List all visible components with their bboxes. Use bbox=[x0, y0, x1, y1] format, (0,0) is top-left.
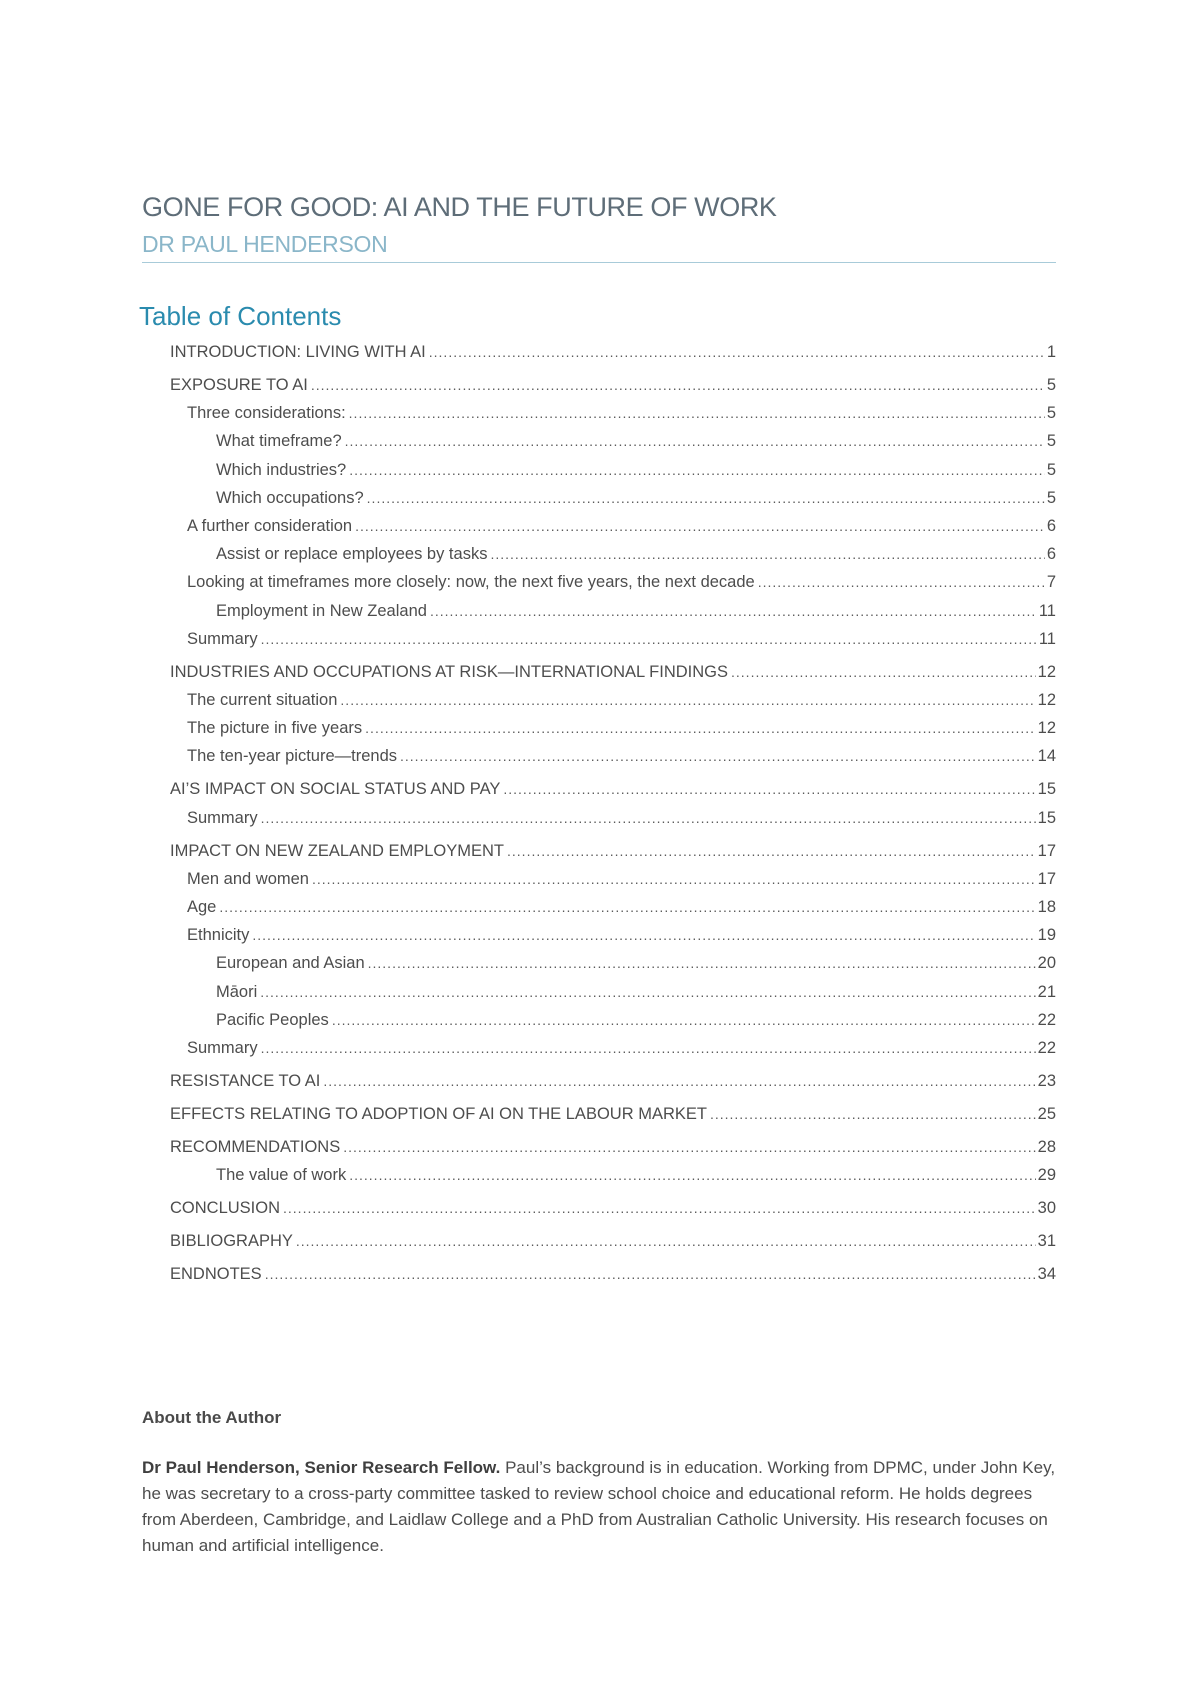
toc-leader-dots bbox=[429, 344, 1045, 360]
toc-leader-dots bbox=[311, 377, 1045, 393]
toc-leader-dots bbox=[265, 1266, 1036, 1282]
toc-entry-label: Which occupations? bbox=[216, 488, 364, 507]
toc-leader-dots bbox=[490, 546, 1044, 562]
toc-entry-page: 18 bbox=[1037, 898, 1056, 916]
toc-entry[interactable] bbox=[170, 1072, 1056, 1094]
toc-entry[interactable] bbox=[170, 1199, 1056, 1221]
toc-entry-label: AI’S IMPACT ON SOCIAL STATUS AND PAY bbox=[170, 780, 501, 799]
toc-entry-page: 14 bbox=[1037, 747, 1056, 766]
toc-entry[interactable] bbox=[170, 1232, 1056, 1254]
toc-entry[interactable] bbox=[170, 842, 1056, 864]
toc-entry-page: 17 bbox=[1037, 841, 1056, 860]
toc-entry-label: BIBLIOGRAPHY bbox=[170, 1232, 293, 1251]
toc-entry-page: 11 bbox=[1038, 629, 1056, 648]
toc-entry-label: Pacific Peoples bbox=[216, 1010, 329, 1029]
toc-entry-label: What timeframe? bbox=[216, 432, 342, 451]
toc-entry-label: Men and women bbox=[187, 869, 309, 888]
toc-entry-page: 11 bbox=[1038, 601, 1056, 620]
about-lead: Dr Paul Henderson, Senior Research Fellow. bbox=[142, 1458, 501, 1477]
toc-leader-dots bbox=[219, 899, 1035, 915]
toc-leader-dots bbox=[312, 871, 1036, 887]
toc-entry-label: INTRODUCTION: LIVING WITH AI bbox=[170, 343, 426, 361]
toc-entry[interactable] bbox=[216, 954, 1056, 976]
toc-leader-dots bbox=[758, 574, 1045, 590]
toc-entry-label: Summary bbox=[187, 808, 258, 827]
toc-leader-dots bbox=[343, 1139, 1035, 1155]
toc-entry-page: 7 bbox=[1046, 573, 1056, 592]
toc-entry-page: 29 bbox=[1037, 1166, 1056, 1185]
toc-entry[interactable] bbox=[170, 376, 1056, 398]
toc-leader-dots bbox=[430, 603, 1037, 619]
toc-leader-dots bbox=[368, 955, 1036, 971]
about-body: Paul’s background is in education. Working from DPMC, under John Key, he was secretary to a cross-party committee tasked to review school choice and educational reform. He holds degrees from Aberdeen, Cambridge, and Laidlaw College and a PhD from Australian Catholic University. His research focuses on human and artificial intelligence. bbox=[142, 1458, 1056, 1555]
toc-entry-label: INDUSTRIES AND OCCUPATIONS AT RISK—INTERNATIONAL FINDINGS bbox=[170, 662, 729, 681]
toc-leader-dots bbox=[355, 518, 1045, 534]
toc-entry-label: A further consideration bbox=[187, 517, 353, 535]
toc-entry[interactable] bbox=[170, 663, 1056, 685]
toc-leader-dots bbox=[349, 405, 1045, 421]
toc-entry-page: 6 bbox=[1046, 545, 1056, 564]
toc-leader-dots bbox=[252, 927, 1035, 943]
toc-leader-dots bbox=[365, 720, 1035, 736]
toc-entry-page: 22 bbox=[1037, 1010, 1056, 1029]
toc-leader-dots bbox=[332, 1012, 1036, 1028]
toc-entry-label: RESISTANCE TO AI bbox=[170, 1072, 321, 1090]
toc-entry-page: 34 bbox=[1037, 1265, 1056, 1284]
toc-entry-label: Assist or replace employees by tasks bbox=[216, 545, 488, 564]
toc-leader-dots bbox=[283, 1200, 1036, 1216]
toc-entry[interactable] bbox=[187, 719, 1056, 741]
toc-entry-label: The value of work bbox=[216, 1166, 347, 1185]
toc-leader-dots bbox=[261, 810, 1036, 826]
toc-entry-page: 31 bbox=[1037, 1232, 1056, 1251]
toc-entry-page: 15 bbox=[1037, 808, 1056, 827]
document-title: GONE FOR GOOD: AI AND THE FUTURE OF WORK bbox=[142, 192, 777, 222]
toc-entry-label: Ethnicity bbox=[187, 926, 250, 945]
toc-entry[interactable] bbox=[216, 602, 1056, 624]
toc-entry-page: 12 bbox=[1037, 719, 1056, 738]
toc-leader-dots bbox=[345, 433, 1045, 449]
toc-entry[interactable] bbox=[170, 1138, 1056, 1160]
toc-entry[interactable] bbox=[216, 489, 1056, 511]
toc-entry[interactable] bbox=[170, 780, 1056, 802]
toc-entry-page: 19 bbox=[1037, 926, 1056, 945]
about-heading: About the Author bbox=[142, 1408, 282, 1427]
toc-entry[interactable] bbox=[216, 545, 1056, 567]
toc-entry-page: 21 bbox=[1037, 982, 1056, 1001]
toc-entry-page: 22 bbox=[1037, 1039, 1056, 1057]
toc-leader-dots bbox=[261, 1040, 1036, 1056]
document-author: DR PAUL HENDERSON bbox=[142, 231, 388, 257]
toc-entry[interactable] bbox=[187, 898, 1056, 920]
toc-entry[interactable] bbox=[187, 1039, 1056, 1061]
toc-entry-page: 5 bbox=[1046, 460, 1056, 479]
toc-leader-dots bbox=[367, 490, 1045, 506]
about-paragraph bbox=[142, 1455, 1056, 1559]
toc-entry-label: Summary bbox=[187, 629, 258, 648]
toc-entry-label: Summary bbox=[187, 1039, 258, 1057]
toc-entry-label: The ten-year picture—trends bbox=[187, 747, 398, 766]
toc-entry[interactable] bbox=[170, 1105, 1056, 1127]
toc-entry-label: CONCLUSION bbox=[170, 1199, 281, 1218]
toc-leader-dots bbox=[296, 1233, 1036, 1249]
toc-entry-page: 12 bbox=[1037, 691, 1056, 709]
toc-entry-label: European and Asian bbox=[216, 954, 365, 973]
toc-entry-label: IMPACT ON NEW ZEALAND EMPLOYMENT bbox=[170, 841, 505, 860]
toc-entry-label: EFFECTS RELATING TO ADOPTION OF AI ON THE LABOUR MARKET bbox=[170, 1105, 707, 1123]
toc-entry[interactable] bbox=[216, 432, 1056, 454]
toc-leader-dots bbox=[340, 692, 1035, 708]
toc-entry[interactable] bbox=[187, 404, 1056, 426]
toc-entry[interactable] bbox=[187, 809, 1056, 831]
toc-entry[interactable] bbox=[187, 630, 1056, 652]
toc-entry-label: Three considerations: bbox=[187, 404, 346, 423]
toc-leader-dots bbox=[261, 631, 1037, 647]
toc-entry-page: 30 bbox=[1037, 1199, 1056, 1218]
toc-entry-label: The picture in five years bbox=[187, 719, 363, 738]
toc-entry[interactable] bbox=[170, 343, 1056, 365]
toc-entry-label: Age bbox=[187, 898, 217, 916]
toc-entry-label: Which industries? bbox=[216, 460, 347, 479]
toc-entry[interactable] bbox=[187, 573, 1056, 595]
toc-entry-label: RECOMMENDATIONS bbox=[170, 1138, 341, 1156]
toc-entry[interactable] bbox=[187, 517, 1056, 539]
toc-entry[interactable] bbox=[187, 747, 1056, 769]
toc-entry[interactable] bbox=[216, 983, 1056, 1005]
toc-entry-page: 15 bbox=[1037, 780, 1056, 799]
toc-leader-dots bbox=[323, 1073, 1035, 1089]
toc-entry-page: 1 bbox=[1046, 343, 1056, 361]
toc-entry-page: 12 bbox=[1037, 662, 1056, 681]
toc-heading: Table of Contents bbox=[139, 301, 342, 331]
toc-entry[interactable] bbox=[216, 1166, 1056, 1188]
toc-entry-label: Māori bbox=[216, 982, 258, 1001]
toc-entry-page: 20 bbox=[1037, 954, 1056, 973]
toc-entry-page: 5 bbox=[1046, 404, 1056, 423]
toc-entry-page: 5 bbox=[1046, 432, 1056, 451]
toc-leader-dots bbox=[400, 748, 1036, 764]
toc-entry-page: 5 bbox=[1046, 376, 1056, 394]
toc-leader-dots bbox=[503, 781, 1035, 797]
toc-entry-label: EXPOSURE TO AI bbox=[170, 376, 308, 394]
toc-leader-dots bbox=[507, 843, 1036, 859]
toc-entry[interactable] bbox=[187, 870, 1056, 892]
toc-leader-dots bbox=[710, 1106, 1036, 1122]
toc-entry[interactable] bbox=[216, 461, 1056, 483]
toc-entry-page: 5 bbox=[1046, 488, 1056, 507]
toc-entry-page: 6 bbox=[1046, 517, 1056, 535]
toc-entry-label: Employment in New Zealand bbox=[216, 601, 427, 620]
toc-entry[interactable] bbox=[170, 1265, 1056, 1287]
toc-entry-page: 23 bbox=[1037, 1072, 1056, 1090]
toc-leader-dots bbox=[349, 462, 1045, 478]
toc-entry-page: 17 bbox=[1037, 869, 1056, 888]
title-divider bbox=[142, 262, 1056, 263]
toc-entry-label: The current situation bbox=[187, 691, 338, 709]
toc-entry[interactable] bbox=[187, 691, 1056, 713]
toc-entry-page: 28 bbox=[1037, 1138, 1056, 1156]
toc-leader-dots bbox=[731, 664, 1036, 680]
toc-leader-dots bbox=[260, 984, 1035, 1000]
toc-entry-label: ENDNOTES bbox=[170, 1265, 262, 1284]
toc-leader-dots bbox=[349, 1167, 1035, 1183]
toc-entry-label: Looking at timeframes more closely: now, the next five years, the next decade bbox=[187, 573, 755, 592]
toc-entry-page: 25 bbox=[1037, 1105, 1056, 1123]
toc-entry[interactable] bbox=[216, 1011, 1056, 1033]
toc-entry[interactable] bbox=[187, 926, 1056, 948]
